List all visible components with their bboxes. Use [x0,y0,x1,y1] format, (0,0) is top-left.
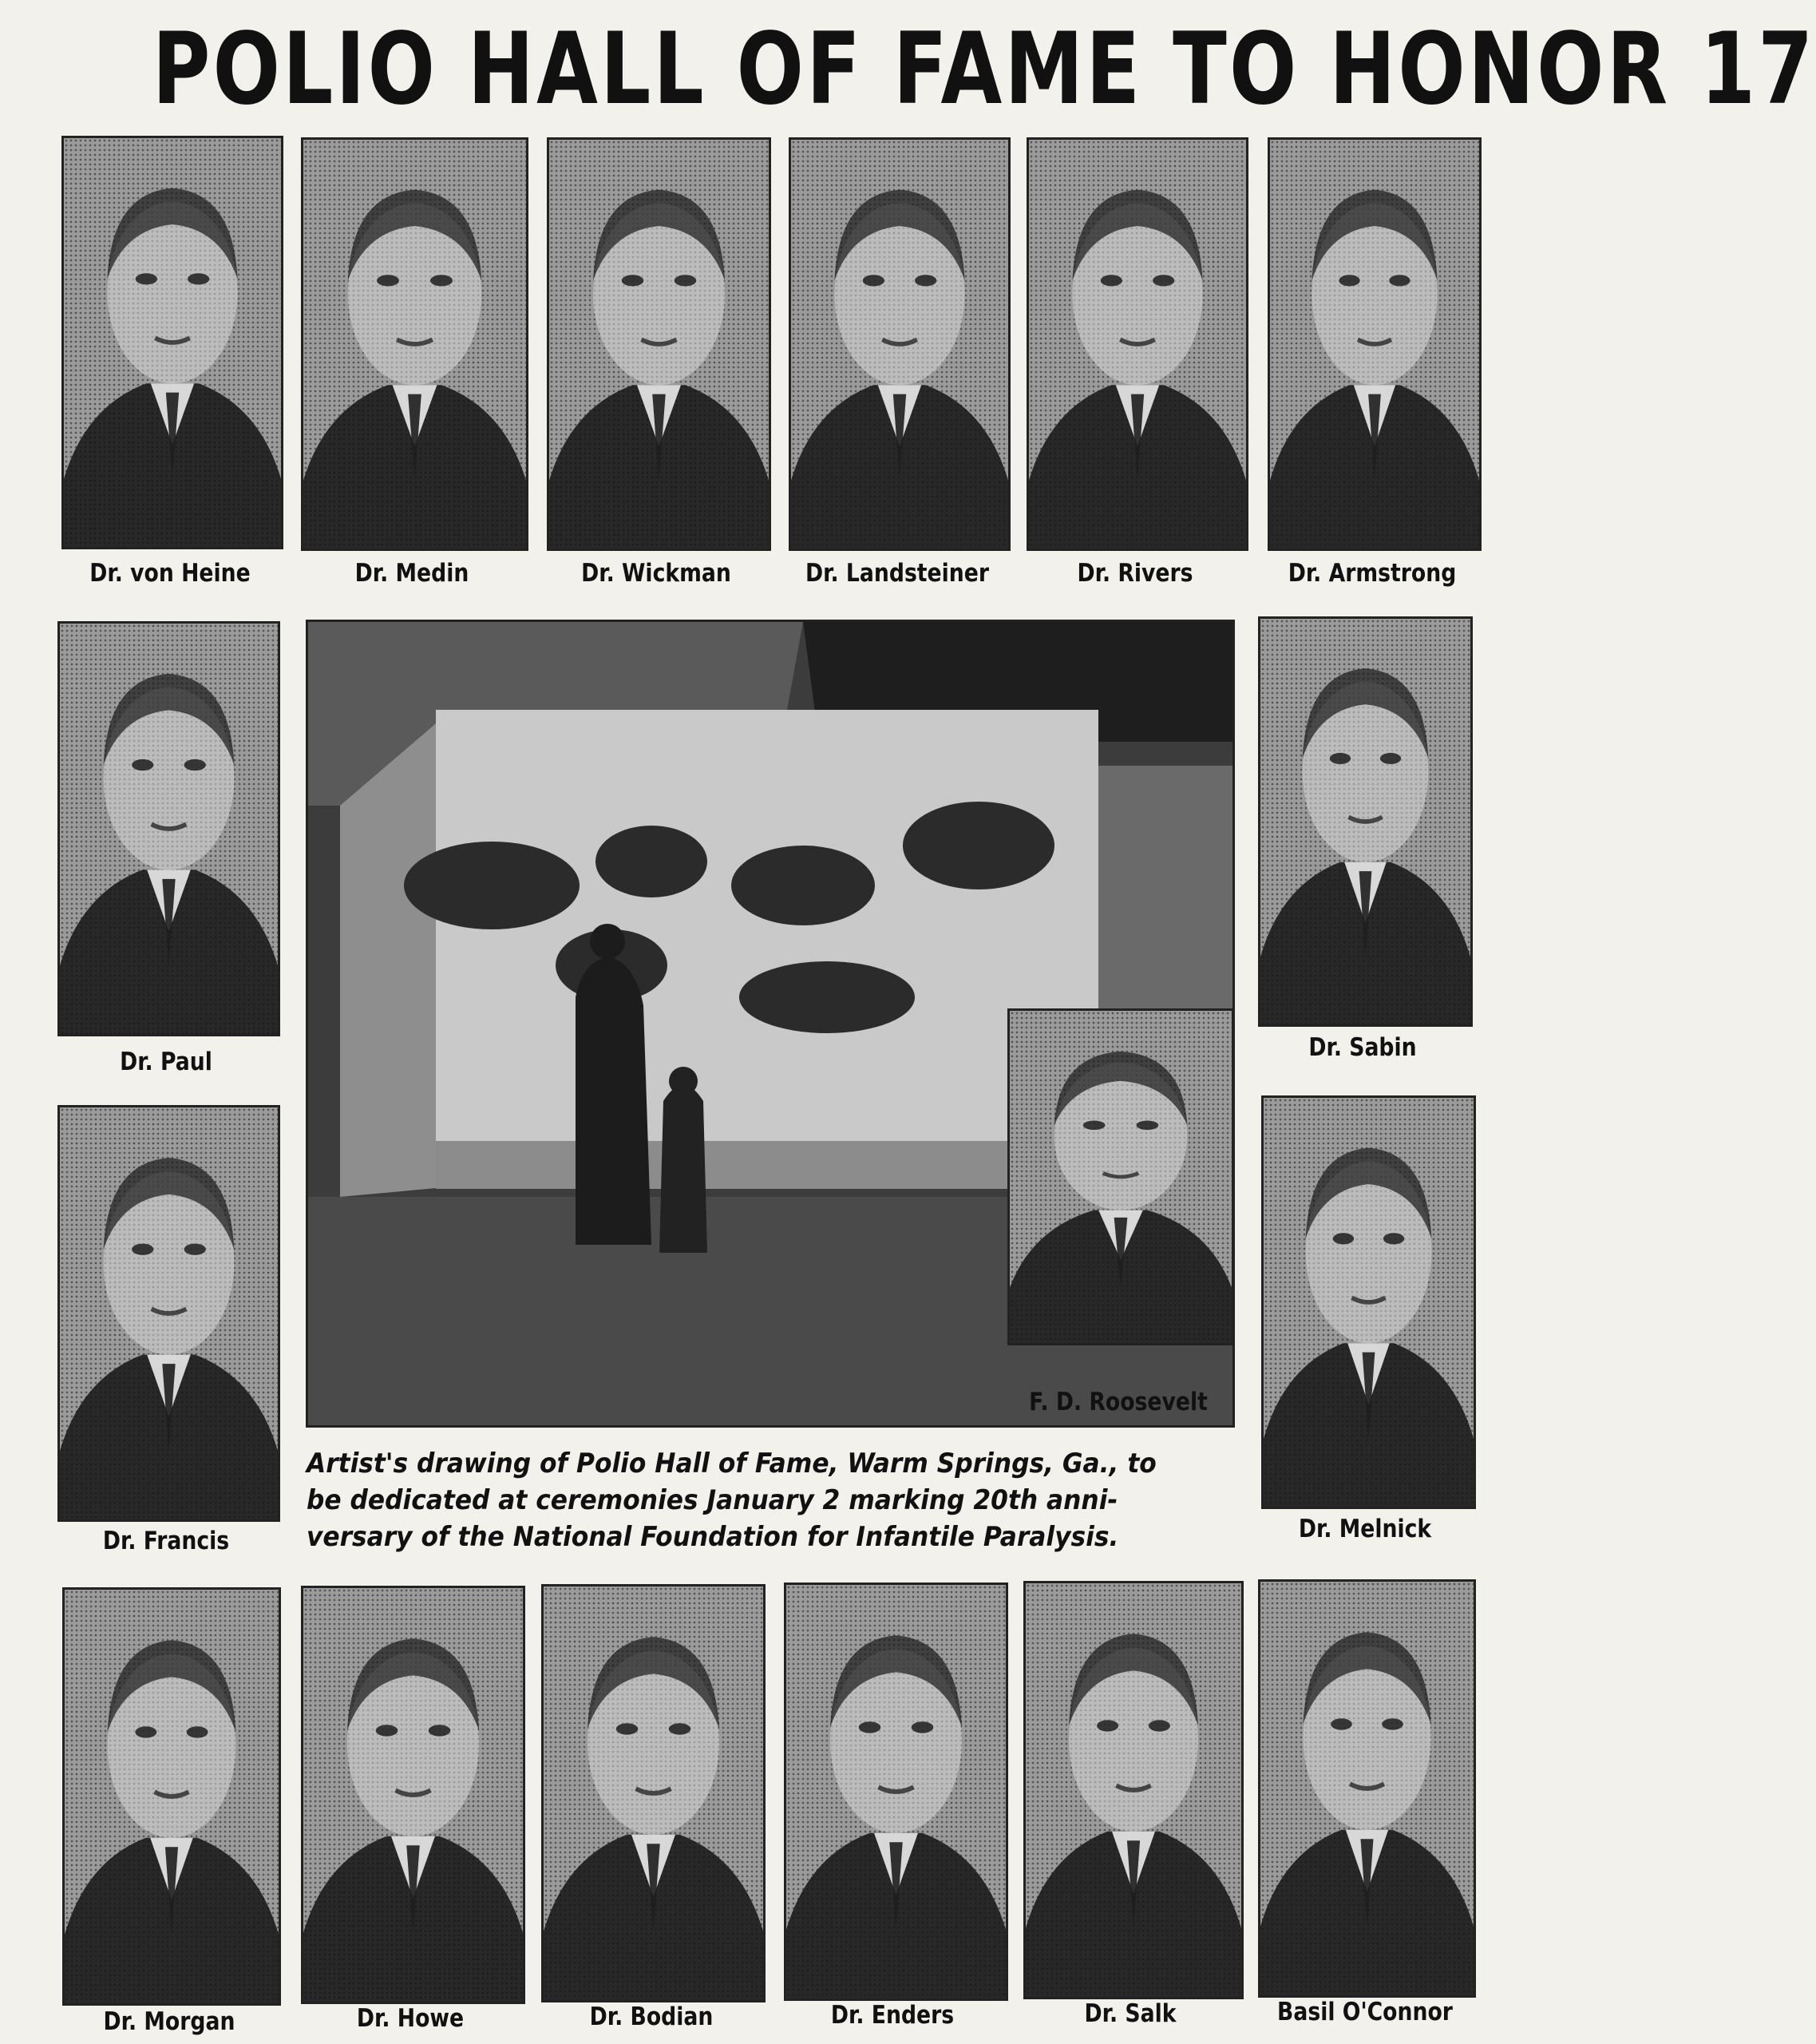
portrait-silhouette [1029,140,1246,549]
portrait-enders [784,1583,1008,2001]
portrait-silhouette [1260,619,1470,1024]
drawing-caption-line-1: Artist's drawing of Polio Hall of Fame, Warm Springs, Ga., to [307,1448,1157,1480]
portrait-silhouette [544,1586,763,2000]
drawing-caption-line-2: be dedicated at ceremonies January 2 marking 20th anni- [307,1484,1118,1516]
portrait-paul [57,621,280,1036]
portrait-rivers [1027,137,1248,551]
caption-howe: Dr. Howe [356,2004,465,2033]
portrait-silhouette [786,1585,1006,1998]
portrait-howe [301,1586,525,2004]
portrait-silhouette [303,140,526,549]
portrait-silhouette [1260,1582,1474,1995]
portrait-silhouette [1026,1583,1241,1997]
portrait-von-heine [61,136,283,549]
portrait-silhouette [60,624,278,1034]
portrait-silhouette [303,1588,523,2002]
drawing-caption [307,1445,1158,1565]
headline: POLIO HALL OF FAME TO HONOR 17 [152,12,1816,127]
portrait-silhouette [791,140,1008,549]
caption-roosevelt: F. D. Roosevelt [1029,1388,1208,1416]
caption-oconnor: Basil O'Connor [1277,1998,1453,2026]
portrait-sabin [1258,616,1473,1027]
caption-medin: Dr. Medin [354,559,469,588]
caption-landsteiner: Dr. Landsteiner [805,559,989,588]
portrait-salk [1023,1581,1244,1999]
portrait-landsteiner [789,137,1011,551]
portrait-silhouette [64,138,281,547]
portrait-silhouette [549,140,769,549]
portrait-silhouette [60,1107,278,1519]
caption-rivers: Dr. Rivers [1077,559,1193,588]
caption-von-heine: Dr. von Heine [89,559,251,588]
caption-melnick: Dr. Melnick [1298,1515,1432,1543]
portrait-francis [57,1105,280,1522]
portrait-silhouette [65,1590,279,2003]
portrait-oconnor [1258,1579,1476,1998]
caption-armstrong: Dr. Armstrong [1288,559,1457,588]
portrait-roosevelt [1007,1008,1234,1345]
caption-francis: Dr. Francis [102,1527,230,1555]
portrait-silhouette [1010,1011,1232,1343]
caption-paul: Dr. Paul [120,1048,212,1076]
portrait-morgan [62,1587,281,2006]
portrait-melnick [1261,1095,1476,1509]
caption-sabin: Dr. Sabin [1308,1033,1417,1062]
portrait-silhouette [1264,1098,1474,1507]
portrait-medin [301,137,528,551]
caption-enders: Dr. Enders [830,2001,955,2030]
drawing-caption-line-3: versary of the National Foundation for Infantile Paralysis. [307,1521,1119,1553]
portrait-armstrong [1268,137,1482,551]
caption-wickman: Dr. Wickman [581,559,731,588]
caption-salk: Dr. Salk [1084,1999,1177,2028]
caption-bodian: Dr. Bodian [589,2002,714,2031]
portrait-bodian [541,1584,766,2002]
portrait-wickman [547,137,771,551]
caption-morgan: Dr. Morgan [103,2007,235,2036]
portrait-silhouette [1270,140,1479,549]
